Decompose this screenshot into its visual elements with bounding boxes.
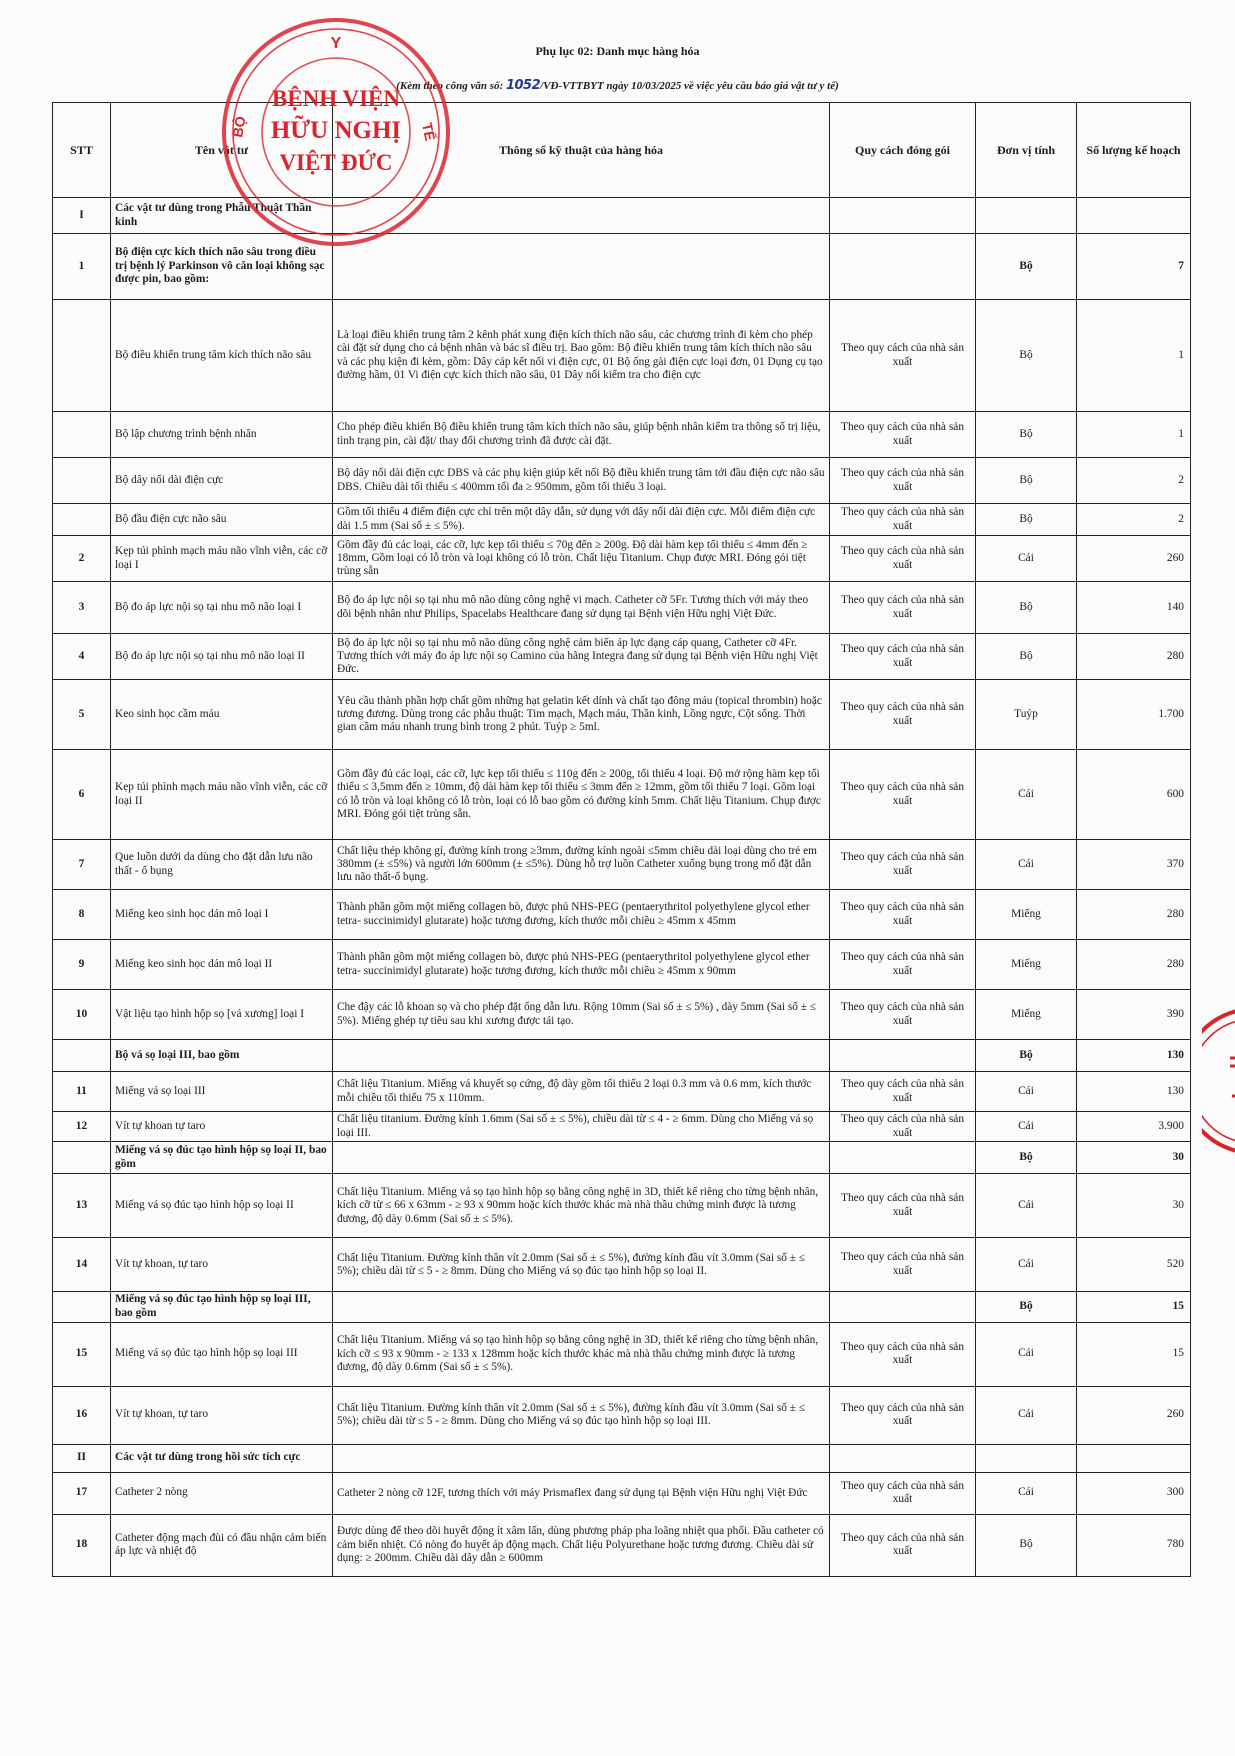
table-cell-packing [830, 1292, 976, 1322]
header-name: Tên vật tư [111, 103, 333, 198]
table-cell-qty: 280 [1077, 634, 1191, 680]
table-cell-spec: Yêu cầu thành phần hợp chất gồm những hạt gelatin kết dính và chất tạo đông máu (topical thrombin) hoặc tương đương. Dùng trong các phẫu thuật: Tim mạch, Mạch máu, Thần kinh, Lồng ngực, Cột sống. Thời gian cầm máu nhanh trung bình trong 2 phút. Tuýp ≥ 5ml. [333, 680, 830, 750]
table-row [53, 1386, 1191, 1444]
table-cell-unit: Cái [976, 1174, 1077, 1238]
table-cell-stt [53, 412, 111, 458]
table-row [53, 1472, 1191, 1514]
table-cell-unit: Cái [976, 1472, 1077, 1514]
table-cell-packing: Theo quy cách của nhà sản xuất [830, 582, 976, 634]
table-row [53, 680, 1191, 750]
table-cell-qty: 260 [1077, 1386, 1191, 1444]
table-cell-name: Miếng keo sinh học dán mô loại I [111, 890, 333, 940]
table-cell-name: Que luồn dưới da dùng cho đặt dẫn lưu não thất - ổ bụng [111, 840, 333, 890]
table-cell-unit: Cái [976, 840, 1077, 890]
table-cell-stt: 8 [53, 890, 111, 940]
table-cell-spec: Chất liệu titanium. Đường kính 1.6mm (Sai số ± ≤ 5%), chiều dài từ ≤ 4 - ≥ 6mm. Dùng cho Miếng vá sọ loại III. [333, 1112, 830, 1142]
table-cell-unit: Bộ [976, 1040, 1077, 1072]
table-row [53, 890, 1191, 940]
table-cell-spec: Catheter 2 nòng cỡ 12F, tương thích với máy Prismaflex đang sử dụng tại Bệnh viện Hữu nghị Việt Đức [333, 1472, 830, 1514]
table-cell-spec: Gồm đầy đủ các loại, các cỡ, lực kẹp tối thiểu ≤ 110g đến ≥ 200g, tối thiểu 4 loại. Độ mở rộng hàm kẹp tối thiểu ≤ 3,5mm đến ≥ 10mm, độ dài hàm kẹp tối thiểu ≤ 3mm đến ≥ 12mm, gồm tối thiểu 7 loại. Gồm loại có lỗ tròn và loại không có lỗ tròn, loại có lỗ bao gồm có đường kính 5mm. Chất liệu Titanium. Chụp được MRI. Đóng gói tiệt trùng sẵn. [333, 750, 830, 840]
table-cell-name: Kẹp túi phình mạch máu não vĩnh viễn, các cỡ loại I [111, 536, 333, 582]
table-cell-stt: 10 [53, 990, 111, 1040]
table-cell-unit: Miếng [976, 890, 1077, 940]
table-cell-stt [53, 458, 111, 504]
table-cell-unit: Bộ [976, 234, 1077, 300]
table-cell-name: Các vật tư dùng trong hồi sức tích cực [111, 1444, 333, 1472]
table-cell-spec: Chất liệu Titanium. Đường kính thân vít 2.0mm (Sai số ± ≤ 5%), đường kính đầu vít 3.0mm (Sai số ± ≤ 5%); chiều dài từ ≤ 5 - ≥ 8mm. Dùng cho Miếng vá sọ đúc tạo hình hộp sọ loại III. [333, 1386, 830, 1444]
table-cell-qty: 15 [1077, 1292, 1191, 1322]
table-row [53, 1322, 1191, 1386]
table-cell-unit: Bộ [976, 582, 1077, 634]
table-cell-name: Vật liệu tạo hình hộp sọ [vá xương] loại I [111, 990, 333, 1040]
table-cell-qty: 1 [1077, 412, 1191, 458]
table-cell-unit: Bộ [976, 634, 1077, 680]
table-cell-packing [830, 198, 976, 234]
table-cell-stt: 6 [53, 750, 111, 840]
stamp-line-3: VIỆT ĐỨC [279, 150, 393, 175]
table-cell-qty: 2 [1077, 458, 1191, 504]
table-cell-spec: Chất liệu Titanium. Miếng vá khuyết sọ cứng, độ dày gồm tối thiểu 2 loại 0.3 mm và 0.6 mm, kích thước mỗi chiều tối thiểu 75 x 110mm. [333, 1072, 830, 1112]
table-cell-unit: Miếng [976, 990, 1077, 1040]
table-cell-unit: Cái [976, 536, 1077, 582]
table-cell-stt: 11 [53, 1072, 111, 1112]
table-cell-unit: Bộ [976, 300, 1077, 412]
table-cell-name: Kẹp túi phình mạch máu não vĩnh viễn, các cỡ loại II [111, 750, 333, 840]
table-cell-packing: Theo quy cách của nhà sản xuất [830, 1174, 976, 1238]
header-packing: Quy cách đóng gói [830, 103, 976, 198]
table-cell-qty: 30 [1077, 1174, 1191, 1238]
table-cell-qty: 30 [1077, 1142, 1191, 1174]
table-cell-spec: Bộ đo áp lực nội sọ tại nhu mô não dùng công nghệ cảm biến áp lực dạng cáp quang, Catheter cỡ 4Fr. Tương thích với máy đo áp lực nội sọ Camino của hãng Integra đang sử dụng tại Bệnh viện Hữu nghị Việt Đức. [333, 634, 830, 680]
table-cell-name: Vít tự khoan, tự taro [111, 1238, 333, 1292]
table-row [53, 300, 1191, 412]
table-cell-spec: Là loại điều khiển trung tâm 2 kênh phát xung điện kích thích não sâu, các chương trình đi kèm cho phép cài đặt sử dụng cho cả bệnh nhân và bác sĩ điều trị. Bao gồm: Bộ điều khiển trung tâm kích thích não sâu và các phụ kiện đi kèm, gồm: Dây cáp kết nối vi điện cực, 01 Bộ ống gài điện cực loại đơn, 01 Dụng cụ tạo đường hầm, 01 Vi điện cực kích thích não sâu, 01 Dây nối kiểm tra cho điện cực [333, 300, 830, 412]
table-cell-packing [830, 1444, 976, 1472]
table-cell-stt: 9 [53, 940, 111, 990]
table-cell-packing: Theo quy cách của nhà sản xuất [830, 750, 976, 840]
table-cell-stt: 4 [53, 634, 111, 680]
table-cell-qty: 300 [1077, 1472, 1191, 1514]
table-row [53, 990, 1191, 1040]
table-cell-unit: Cái [976, 750, 1077, 840]
header-qty: Số lượng kế hoạch [1077, 103, 1191, 198]
table-cell-qty: 370 [1077, 840, 1191, 890]
table-cell-name: Bộ đầu điện cực não sâu [111, 504, 333, 536]
table-row [53, 940, 1191, 990]
stamp-left-text: BỘ [229, 115, 249, 139]
table-cell-spec: Che đậy các lỗ khoan sọ và cho phép đặt ống dẫn lưu. Rộng 10mm (Sai số ± ≤ 5%) , dày 5mm (Sai số ± ≤ 5%). Miếng ghép tự tiêu sau khi xương được tái tạo. [333, 990, 830, 1040]
stamp-right-text: TẾ [419, 121, 439, 143]
table-cell-spec: Chất liệu Titanium. Đường kính thân vít 2.0mm (Sai số ± ≤ 5%), đường kính đầu vít 3.0mm (Sai số ± ≤ 5%); chiều dài từ ≤ 5 - ≥ 8mm. Dùng cho Miếng vá sọ đúc tạo hình hộp sọ loại II. [333, 1238, 830, 1292]
table-cell-spec: Bộ dây nối dài điện cực DBS và các phụ kiện giúp kết nối Bộ điều khiển trung tâm tới đầu điện cực não sâu DBS. Chiều dài tối thiểu ≤ 400mm tối đa ≥ 950mm, gồm tối thiểu 3 loại. [333, 458, 830, 504]
table-cell-qty: 280 [1077, 890, 1191, 940]
table-cell-name: Bộ dây nối dài điện cực [111, 458, 333, 504]
table-cell-qty: 390 [1077, 990, 1191, 1040]
table-row [53, 582, 1191, 634]
table-cell-spec: Bộ đo áp lực nội sọ tại nhu mô não dùng công nghệ vi mạch. Catheter cỡ 5Fr. Tương thích với máy theo dõi bệnh nhân như Philips, Spacelabs Healthcare đang sử dụng tại Bệnh viện Hữu nghị Việt Đức. [333, 582, 830, 634]
table-cell-packing: Theo quy cách của nhà sản xuất [830, 1386, 976, 1444]
table-cell-spec: Thành phần gồm một miếng collagen bò, được phủ NHS-PEG (pentaerythritol polyethylene glycol ether tetra- succinimidyl glutarate) hoặc tương đương, kích thước mỗi chiều ≥ 45mm x 45mm [333, 890, 830, 940]
table-cell-stt: 12 [53, 1112, 111, 1142]
table-cell-name: Keo sinh học cầm máu [111, 680, 333, 750]
table-row [53, 1238, 1191, 1292]
table-cell-unit: Bộ [976, 1142, 1077, 1174]
table-cell-spec [333, 1292, 830, 1322]
table-cell-name: Miếng vá sọ đúc tạo hình hộp sọ loại III [111, 1322, 333, 1386]
table-cell-stt: 2 [53, 536, 111, 582]
table-cell-qty [1077, 1444, 1191, 1472]
table-cell-unit: Tuýp [976, 680, 1077, 750]
subtitle-suffix: /VĐ-VTTBYT ngày 10/03/2025 về việc yêu cầu báo giá vật tư y tế) [540, 80, 839, 92]
table-row [53, 1040, 1191, 1072]
table-cell-packing: Theo quy cách của nhà sản xuất [830, 940, 976, 990]
table-cell-spec: Chất liệu Titanium. Miếng vá sọ tạo hình hộp sọ bằng công nghệ in 3D, thiết kế riêng cho từng bệnh nhân, kích cỡ ≤ 93 x 90mm - ≥ 133 x 128mm hoặc kích thước khác mà nhà thầu chứng minh được là tương đương, độ dày 0.6mm (Sai số ± ≤ 5%). [333, 1322, 830, 1386]
table-cell-name: Miếng vá sọ loại III [111, 1072, 333, 1112]
table-cell-name: Miếng vá sọ đúc tạo hình hộp sọ loại II, bao gồm [111, 1142, 333, 1174]
table-cell-packing: Theo quy cách của nhà sản xuất [830, 680, 976, 750]
table-cell-unit: Bộ [976, 458, 1077, 504]
table-cell-qty: 15 [1077, 1322, 1191, 1386]
table-cell-stt [53, 1142, 111, 1174]
stamp-line-2: HỮU NGHỊ [270, 117, 402, 144]
table-cell-name: Bộ đo áp lực nội sọ tại nhu mô não loại II [111, 634, 333, 680]
goods-table [52, 102, 1191, 1577]
table-cell-packing: Theo quy cách của nhà sản xuất [830, 458, 976, 504]
table-cell-unit: Cái [976, 1112, 1077, 1142]
table-cell-name: Các vật tư dùng trong Phẫu Thuật Thần kinh [111, 198, 333, 234]
table-row [53, 634, 1191, 680]
table-cell-spec: Chất liệu Titanium. Miếng vá sọ tạo hình hộp sọ bằng công nghệ in 3D, thiết kế riêng cho từng bệnh nhân, kích cỡ từ ≤ 66 x 63mm - ≥ 93 x 90mm hoặc kích thước khác mà nhà thầu chứng minh được là tương đương, độ dày 0.6mm (Sai số ± ≤ 5%). [333, 1174, 830, 1238]
table-cell-packing: Theo quy cách của nhà sản xuất [830, 890, 976, 940]
header-spec: Thông số kỹ thuật của hàng hóa [333, 103, 830, 198]
table-row [53, 840, 1191, 890]
table-cell-unit: Cái [976, 1238, 1077, 1292]
table-cell-packing [830, 234, 976, 300]
partial-stamp-edge [1202, 1006, 1235, 1156]
table-row [53, 750, 1191, 840]
table-cell-qty [1077, 198, 1191, 234]
table-cell-packing: Theo quy cách của nhà sản xuất [830, 1514, 976, 1576]
table-cell-stt: 1 [53, 234, 111, 300]
table-cell-stt: 13 [53, 1174, 111, 1238]
table-cell-packing: Theo quy cách của nhà sản xuất [830, 536, 976, 582]
table-cell-name: Bộ điện cực kích thích não sâu trong điều trị bệnh lý Parkinson vô căn loại không sạc được pin, bao gồm: [111, 234, 333, 300]
table-cell-packing: Theo quy cách của nhà sản xuất [830, 840, 976, 890]
table-cell-qty: 140 [1077, 582, 1191, 634]
table-cell-stt: 7 [53, 840, 111, 890]
table-cell-stt: 14 [53, 1238, 111, 1292]
table-cell-stt [53, 300, 111, 412]
table-cell-packing: Theo quy cách của nhà sản xuất [830, 634, 976, 680]
table-row [53, 412, 1191, 458]
table-cell-name: Catheter động mạch đùi có đầu nhận cảm biến áp lực và nhiệt độ [111, 1514, 333, 1576]
table-cell-spec: Cho phép điều khiển Bộ điều khiển trung tâm kích thích não sâu, giúp bệnh nhân kiểm tra thông số trị liệu, tình trạng pin, cài đặt/ thay đổi chương trình đã được cài đặt. [333, 412, 830, 458]
handwritten-doc-number: 1052 [505, 78, 541, 93]
table-cell-qty: 280 [1077, 940, 1191, 990]
table-cell-unit [976, 1444, 1077, 1472]
table-cell-packing [830, 1142, 976, 1174]
table-cell-name: Bộ vá sọ loại III, bao gồm [111, 1040, 333, 1072]
table-row [53, 1112, 1191, 1142]
table-cell-unit: Bộ [976, 1292, 1077, 1322]
table-cell-spec [333, 1142, 830, 1174]
table-cell-unit: Cái [976, 1322, 1077, 1386]
table-cell-unit: Cái [976, 1072, 1077, 1112]
table-cell-packing: Theo quy cách của nhà sản xuất [830, 504, 976, 536]
table-cell-packing: Theo quy cách của nhà sản xuất [830, 1072, 976, 1112]
table-cell-stt [53, 1040, 111, 1072]
table-cell-name: Bộ đo áp lực nội sọ tại nhu mô não loại I [111, 582, 333, 634]
hospital-stamp [218, 14, 454, 250]
table-cell-spec: Gồm đầy đủ các loại, các cỡ, lực kẹp tối thiểu ≤ 70g đến ≥ 200g. Độ dài hàm kẹp tối thiểu ≤ 4mm đến ≥ 18mm, Gồm loại có lỗ tròn và loại không có lỗ tròn. Chất liệu Titanium. Chụp được MRI. Đóng gói tiệt trùng sẵn [333, 536, 830, 582]
table-cell-qty: 130 [1077, 1040, 1191, 1072]
page-subtitle [0, 78, 1235, 93]
stamp-top-letter: Y [330, 35, 342, 52]
table-cell-qty: 3.900 [1077, 1112, 1191, 1142]
table-row [53, 458, 1191, 504]
table-row [53, 1142, 1191, 1174]
table-cell-qty: 130 [1077, 1072, 1191, 1112]
table-cell-unit: Cái [976, 1386, 1077, 1444]
table-cell-packing: Theo quy cách của nhà sản xuất [830, 1112, 976, 1142]
table-cell-spec [333, 1040, 830, 1072]
table-cell-qty: 1.700 [1077, 680, 1191, 750]
table-cell-qty: 7 [1077, 234, 1191, 300]
table-cell-name: Bộ lập chương trình bệnh nhân [111, 412, 333, 458]
stamp-line-1: BỆNH VIỆN [271, 86, 401, 111]
table-cell-name: Miếng keo sinh học dán mô loại II [111, 940, 333, 990]
table-cell-unit: Miếng [976, 940, 1077, 990]
table-cell-stt: 17 [53, 1472, 111, 1514]
table-cell-stt: 5 [53, 680, 111, 750]
table-cell-unit: Bộ [976, 1514, 1077, 1576]
table-cell-spec [333, 1444, 830, 1472]
table-cell-stt: 3 [53, 582, 111, 634]
table-row [53, 1072, 1191, 1112]
table-cell-stt: II [53, 1444, 111, 1472]
table-cell-name: Miếng vá sọ đúc tạo hình hộp sọ loại II [111, 1174, 333, 1238]
table-cell-name: Miếng vá sọ đúc tạo hình hộp sọ loại III, bao gồm [111, 1292, 333, 1322]
page-title: Phụ lục 02: Danh mục hàng hóa [535, 44, 700, 58]
goods-table-body [53, 198, 1191, 1577]
table-cell-unit: Bộ [976, 412, 1077, 458]
table-cell-qty: 1 [1077, 300, 1191, 412]
table-cell-spec: Được dùng để theo dõi huyết động ít xâm lấn, dùng phương pháp pha loãng nhiệt qua phổi. Đầu catheter có cảm biến nhiệt. Có nòng đo huyết áp động mạch. Chất liệu Polyurethane hoặc tương đương. Chiều dài sử dụng: ≥ 200mm. Chiều dài dây dẫn ≥ 600mm [333, 1514, 830, 1576]
table-cell-spec: Thành phần gồm một miếng collagen bò, được phủ NHS-PEG (pentaerythritol polyethylene glycol ether tetra- succinimidyl glutarate) hoặc tương đương, kích thước mỗi chiều ≥ 45mm x 90mm [333, 940, 830, 990]
table-cell-stt: 15 [53, 1322, 111, 1386]
table-cell-qty: 2 [1077, 504, 1191, 536]
table-row [53, 1174, 1191, 1238]
table-cell-packing: Theo quy cách của nhà sản xuất [830, 412, 976, 458]
table-row [53, 1444, 1191, 1472]
table-cell-packing: Theo quy cách của nhà sản xuất [830, 1472, 976, 1514]
table-cell-qty: 780 [1077, 1514, 1191, 1576]
table-cell-name: Vít tự khoan, tự taro [111, 1386, 333, 1444]
table-cell-packing: Theo quy cách của nhà sản xuất [830, 1322, 976, 1386]
header-unit: Đơn vị tính [976, 103, 1077, 198]
table-cell-name: Bộ điều khiển trung tâm kích thích não sâu [111, 300, 333, 412]
subtitle-prefix: (Kèm theo công văn số: [396, 80, 506, 92]
table-cell-stt: I [53, 198, 111, 234]
table-row [53, 504, 1191, 536]
table-cell-packing [830, 1040, 976, 1072]
table-cell-spec: Gồm tối thiểu 4 điểm điện cực chỉ trên một dây dẫn, sử dụng với dây nối dài điện cực. Mỗi điểm điện cực dài 1.5 mm (Sai số ± ≤ 5%). [333, 504, 830, 536]
table-cell-qty: 520 [1077, 1238, 1191, 1292]
table-cell-stt [53, 504, 111, 536]
header-stt: STT [53, 103, 111, 198]
table-row [53, 1292, 1191, 1322]
table-cell-name: Vít tự khoan tự taro [111, 1112, 333, 1142]
table-cell-stt [53, 1292, 111, 1322]
table-cell-spec: Chất liệu thép không gỉ, đường kính trong ≥3mm, đường kính ngoài ≤5mm chiều dài loại dùng cho trẻ em 380mm (± ≤5%) và người lớn 600mm (± ≤5%). Dùng hỗ trợ luồn Catheter xuống bụng trong mổ đặt dẫn lưu não thất-ổ bụng. [333, 840, 830, 890]
table-cell-packing: Theo quy cách của nhà sản xuất [830, 990, 976, 1040]
table-cell-qty: 600 [1077, 750, 1191, 840]
table-row [53, 1514, 1191, 1576]
table-cell-packing: Theo quy cách của nhà sản xuất [830, 300, 976, 412]
table-cell-unit [976, 198, 1077, 234]
table-cell-stt: 16 [53, 1386, 111, 1444]
table-cell-name: Catheter 2 nòng [111, 1472, 333, 1514]
table-row [53, 536, 1191, 582]
table-cell-qty: 260 [1077, 536, 1191, 582]
table-cell-stt: 18 [53, 1514, 111, 1576]
table-cell-packing: Theo quy cách của nhà sản xuất [830, 1238, 976, 1292]
table-cell-unit: Bộ [976, 504, 1077, 536]
